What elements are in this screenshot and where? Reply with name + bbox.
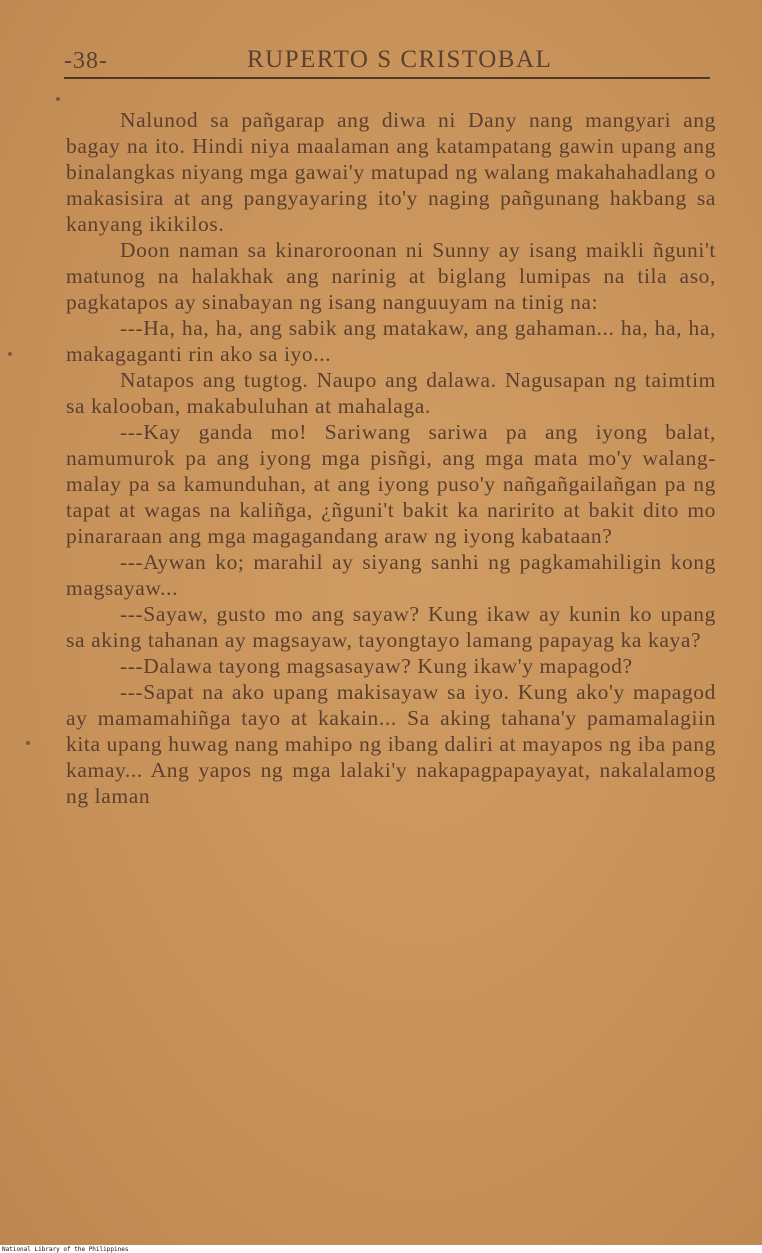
paragraph: ---Ha, ha, ha, ang sabik ang matakaw, ang gahaman... ha, ha, ha, makagaganti rin ako sa iyo... — [66, 316, 716, 366]
ink-speck — [8, 352, 12, 356]
paragraph: Nalunod sa pañgarap ang diwa ni Dany nang mangyari ang bagay na ito. Hindi niya maalaman ang katampatang gawin upang ang binalangkas niyang mga gawai'y matupad ng walang makahahadlang o makasisira at ang pangyayaring ito'y naging pañgunang hakbang sa kanyang ikikilos. — [66, 108, 716, 236]
header-rule — [64, 77, 710, 79]
paragraph: ---Kay ganda mo! Sariwang sariwa pa ang iyong balat, namumurok pa ang iyong mga pisñgi, ang mga mata mo'y walang-malay pa sa kamunduhan, at ang iyong puso'y nañgañgailañgan pa ng tapat at wagas na kaliñga, ¿ñguni't bakit ka naririto at bakit dito mo pinararaan ang mga magagandang araw ng iyong kabataan? — [66, 420, 716, 548]
body-text — [66, 107, 716, 809]
page-number: -38- — [64, 48, 108, 74]
running-title: RUPERTO S CRISTOBAL — [247, 46, 553, 73]
page-header — [62, 44, 712, 78]
paragraph: ---Aywan ko; marahil ay siyang sanhi ng pagkamahiligin kong magsayaw... — [66, 550, 716, 600]
paragraph: Doon naman sa kinaroroonan ni Sunny ay isang maikli ñguni't matunog na halakhak ang narinig at biglang lumipas na tila aso, pagkatapos ay sinabayan ng isang nanguuyam na tinig na: — [66, 238, 716, 314]
paragraph: ---Dalawa tayong magsasayaw? Kung ikaw'y mapagod? — [120, 654, 633, 678]
ink-speck — [26, 741, 30, 745]
paragraph: ---Sayaw, gusto mo ang sayaw? Kung ikaw ay kunin ko upang sa aking tahanan ay magsayaw, tayongtayo lamang papayag ka kaya? — [66, 602, 716, 652]
scan-credit: National Library of the Philippines — [2, 1246, 129, 1253]
ink-speck — [56, 97, 60, 101]
paragraph: Natapos ang tugtog. Naupo ang dalawa. Nagusapan ng taimtim sa kalooban, makabuluhan at mahalaga. — [66, 368, 716, 418]
paragraph: ---Sapat na ako upang makisayaw sa iyo. Kung ako'y mapagod ay mamamahiñga tayo at kakain... Sa aking tahana'y pamamalagiin kita upang huwag nang mahipo ng ibang daliri at mayapos ng iba pang kamay... Ang yapos ng mga lalaki'y nakapagpapayayat, nakalalamog ng laman — [66, 680, 716, 808]
